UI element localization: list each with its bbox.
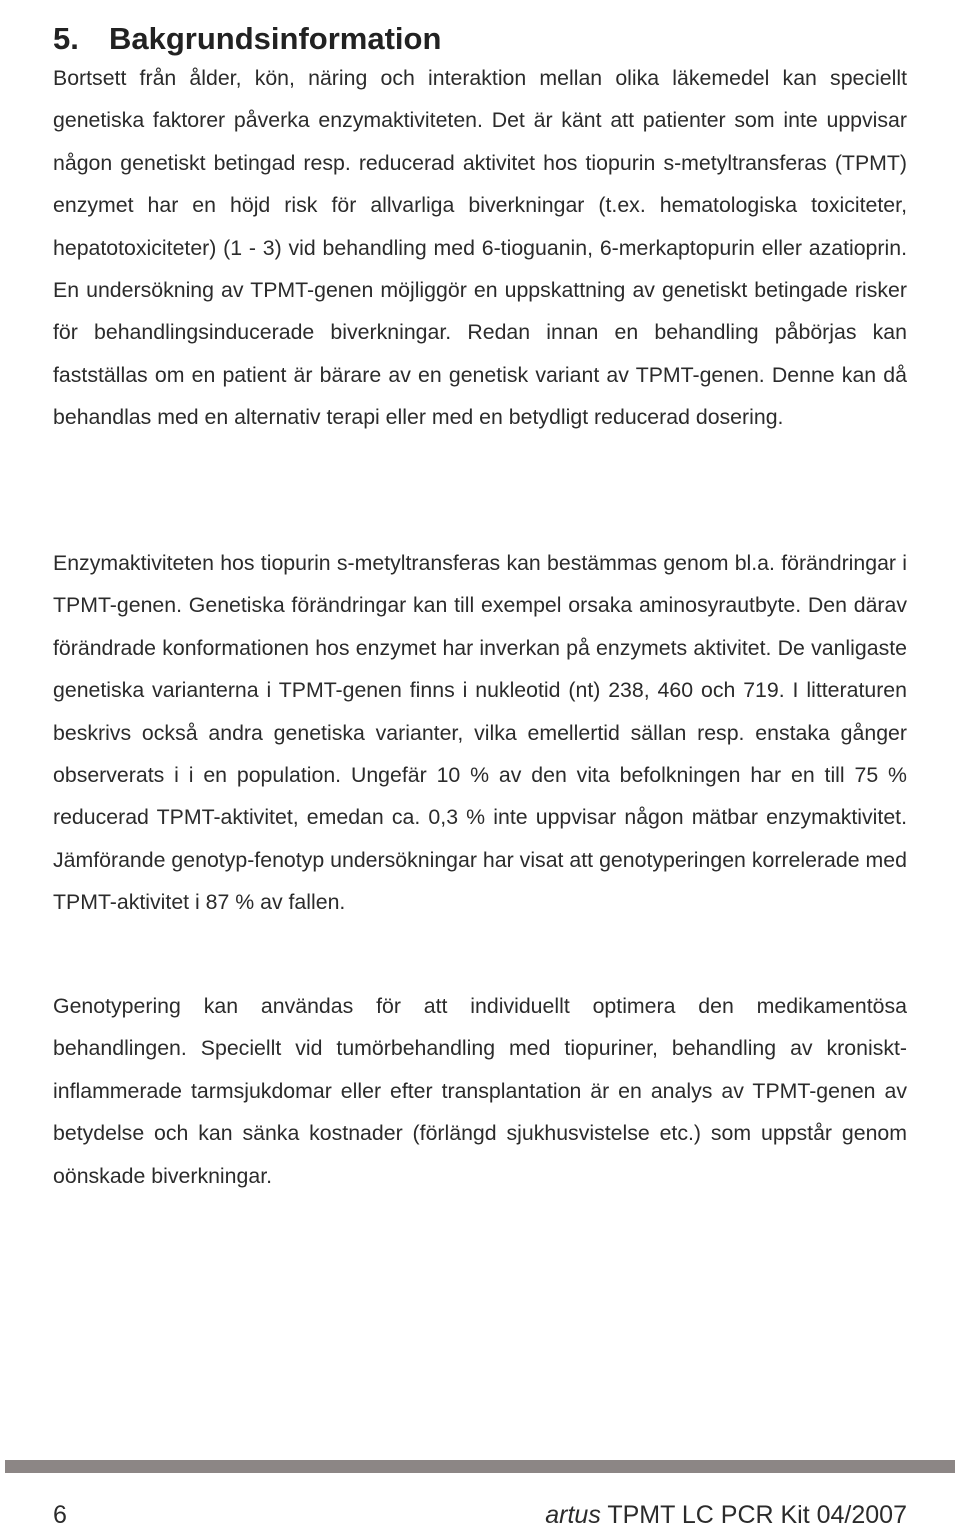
paragraph-genotyping: Genotypering kan användas för att individuellt optimera den medikamentösa behandlingen. Speciellt vid tumörbehandling med tiopuriner, behandling av kroniskt-inflammerade tarmsjukdomar eller efter transplantation är en analys av TPMT-genen av betydelse och kan sänka kostnader (förlängd sjukhusvistelse etc.) som uppstår genom oönskade biverkningar. bbox=[53, 994, 907, 1188]
footer-product-name: TPMT LC PCR Kit bbox=[607, 1501, 810, 1529]
section-title: Bakgrundsinformation bbox=[109, 20, 442, 56]
footer-page-number: 6 bbox=[53, 1501, 67, 1529]
paragraph-enzyme-activity: Enzymaktiviteten hos tiopurin s-metyltransferas kan bestämmas genom bl.a. förändringar i TPMT-genen. Genetiska förändringar kan till exempel orsaka aminosyrautbyte. Den därav förändrade konformationen hos enzymet har inverkan på enzymets aktivitet. De vanligaste genetiska varianterna i TPMT-genen finns i nukleotid (nt) 238, 460 och 719. I litteraturen beskrivs också andra genetiska varianter, vilka emellertid sällan resp. enstaka gånger observerats i i en population. Ungefär 10 % av den vita befolkningen har en till 75 % reducerad TPMT-aktivitet, emedan ca. 0,3 % inte uppvisar någon mätbar enzymaktivitet. Jämförande genotyp-fenotyp undersökningar har visat att genotyperingen korrelerade med TPMT-aktivitet i 87 % av fallen. bbox=[53, 551, 907, 915]
section-number: 5. bbox=[53, 20, 79, 56]
footer-divider bbox=[5, 1460, 955, 1473]
footer-brand: artus bbox=[545, 1501, 601, 1529]
paragraph-background: Bortsett från ålder, kön, näring och interaktion mellan olika läkemedel kan speciellt genetiska faktorer påverka enzymaktiviteten. Det är känt att patienter som inte uppvisar någon genetiskt betingad resp. reducerad aktivitet hos tiopurin s-metyltransferas (TPMT) enzymet har en höjd risk för allvarliga biverkningar (t.ex. hematologiska toxiciteter, hepatotoxiciteter) (1 - 3) vid behandling med 6-tioguanin, 6-merkaptopurin eller azatioprin. En undersökning av TPMT-genen möjliggör en uppskattning av genetiskt betingade risker för behandlingsinducerade biverkningar. Redan innan en behandling påbörjas kan fastställas om en patient är bärare av en genetisk variant av TPMT-genen. Denne kan då behandlas med en alternativ terapi eller med en betydligt reducerad dosering. bbox=[53, 66, 907, 430]
footer-product-info bbox=[545, 1500, 907, 1530]
footer-date: 04/2007 bbox=[816, 1501, 907, 1529]
section-heading bbox=[53, 21, 441, 57]
